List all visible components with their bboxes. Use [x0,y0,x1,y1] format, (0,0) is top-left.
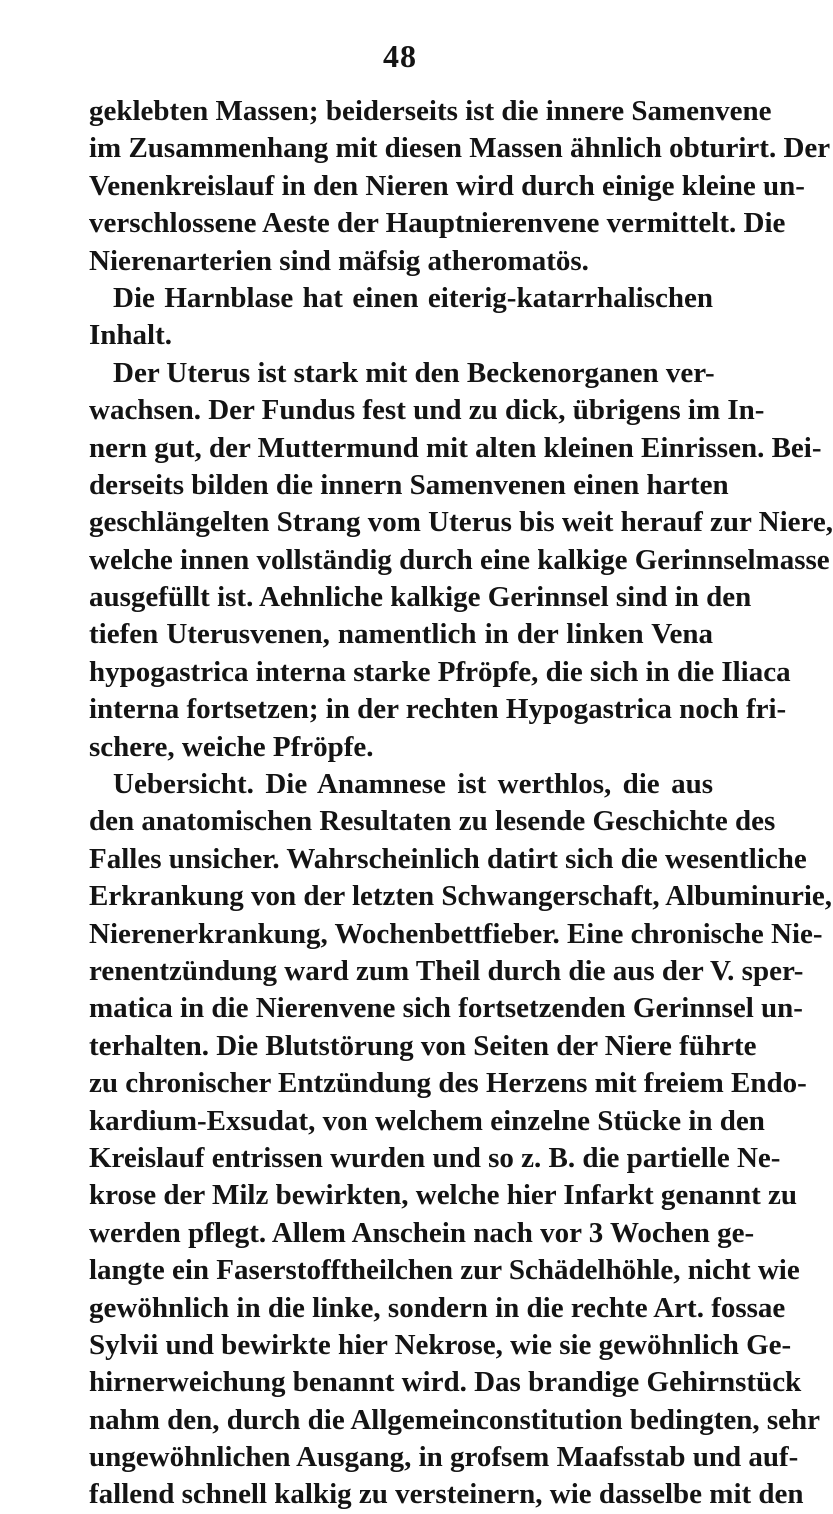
text-line: Die Harnblase hat einen eiterig-katarrhalischen [113,281,713,314]
text-line: Inhalt. [89,319,173,352]
text-line: hirnerweichung benannt wird. Das brandige Gehirnstück [89,1366,802,1399]
text-line: langte ein Faserstofftheilchen zur Schädelhöhle, nicht wie [89,1254,800,1287]
text-line: matica in die Nierenvene sich fortsetzenden Gerinnsel un- [89,992,803,1025]
text-line: derseits bilden die innern Samenvenen einen harten [89,468,729,501]
text-line: Sylvii und bewirkte hier Nekrose, wie sie gewöhnlich Ge- [89,1328,792,1361]
text-line: gewöhnlich in die linke, sondern in die rechte Art. fossae [89,1291,786,1324]
text-line: werden pflegt. Allem Anschein nach vor 3 Wochen ge- [89,1216,755,1249]
text-line: fallend schnell kalkig zu versteinern, wie dasselbe mit den [89,1478,804,1511]
text-line: schere, weiche Pfröpfe. [89,730,374,763]
text-line: Der Uterus ist stark mit den Beckenorganen ver- [113,356,715,389]
text-line: Kreislauf entrissen wurden und so z. B. die partielle Ne- [89,1141,781,1174]
text-line: nahm den, durch die Allgemeinconstitution bedingten, sehr [89,1403,821,1436]
text-line: kardium-Exsudat, von welchem einzelne Stücke in den [89,1104,765,1137]
text-line: den anatomischen Resultaten zu lesende Geschichte des [89,805,776,838]
text-line: Erkrankung von der letzten Schwangerschaft, Albuminurie, [89,880,833,913]
text-line: krose der Milz bewirkten, welche hier Infarkt genannt zu [89,1179,798,1212]
text-line: ungewöhnlichen Ausgang, in grofsem Maafsstab und auf- [89,1441,799,1474]
text-line: Uebersicht. Die Anamnese ist werthlos, die aus [113,768,713,801]
text-line: nern gut, der Muttermund mit alten kleinen Einrissen. Bei- [89,431,822,464]
text-line: Venenkreislauf in den Nieren wird durch einige kleine un- [89,169,805,202]
text-line: im Zusammenhang mit diesen Massen ähnlich obturirt. Der [89,132,831,165]
text-line: Falles unsicher. Wahrscheinlich datirt sich die wesentliche [89,842,807,875]
page-number: 48 [383,38,417,74]
text-line: Nierenarterien sind mäfsig atheromatös. [89,244,589,277]
text-line: geschlängelten Strang vom Uterus bis weit herauf zur Niere, [89,506,833,539]
text-line: hypogastrica interna starke Pfröpfe, die sich in die Iliaca [89,655,791,688]
text-line: geklebten Massen; beiderseits ist die innere Samenvene [89,95,772,127]
text-line: wachsen. Der Fundus fest und zu dick, übrigens im In- [89,394,765,427]
text-line: Nierenerkrankung, Wochenbettfieber. Eine chronische Nie- [89,917,823,950]
text-line: zu chronischer Entzündung des Herzens mit freiem Endo- [89,1067,807,1100]
text-line: verschlossene Aeste der Hauptnierenvene vermittelt. Die [89,207,786,240]
text-line: ausgefüllt ist. Aehnliche kalkige Gerinnsel sind in den [89,581,752,614]
body-text [89,93,833,1514]
text-line: interna fortsetzen; in der rechten Hypogastrica noch fri- [89,693,787,726]
text-line: renentzündung ward zum Theil durch die aus der V. sper- [89,954,804,987]
text-line: welche innen vollständig durch eine kalkige Gerinnselmasse [89,543,830,576]
text-line: tiefen Uterusvenen, namentlich in der linken Vena [89,618,713,651]
text-line: terhalten. Die Blutstörung von Seiten der Niere führte [89,1029,757,1062]
